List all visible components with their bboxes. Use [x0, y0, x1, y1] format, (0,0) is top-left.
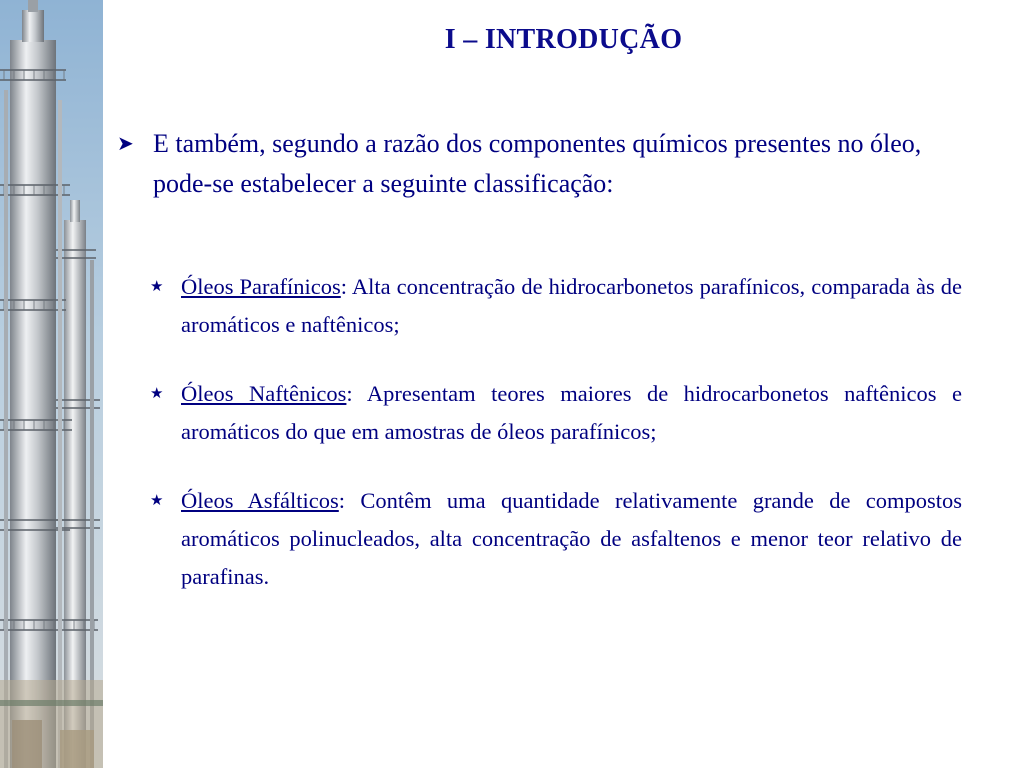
list-item [150, 482, 962, 596]
list-item-text [181, 375, 962, 451]
list-item [150, 268, 962, 344]
slide-title: I – INTRODUÇÃO [444, 24, 683, 55]
arrow-bullet-icon: ➤ [117, 133, 134, 155]
list-item-description: : Alta concentração de hidrocarbonetos parafínicos, comparada às de aromáticos e naftênicos; [181, 274, 962, 337]
list-item [150, 375, 962, 451]
star-bullet-icon: ★ [150, 386, 164, 402]
list-item-term: Óleos Parafínicos [181, 274, 341, 299]
list-item-description: : Apresentam teores maiores de hidrocarbonetos naftênicos e aromáticos do que em amostras de óleos parafínicos; [181, 381, 962, 444]
classification-list [150, 268, 962, 627]
list-item-description: : Contêm uma quantidade relativamente grande de compostos aromáticos polinucleados, alta concentração de asfaltenos e menor teor relativo de parafinas. [181, 488, 962, 589]
star-bullet-icon: ★ [150, 493, 164, 509]
list-item-term: Óleos Asfálticos [181, 488, 339, 513]
main-bullet [115, 124, 977, 204]
main-bullet-text: E também, segundo a razão dos componentes químicos presentes no óleo, pode-se estabelecer a seguinte classificação: [153, 129, 922, 198]
list-item-term: Óleos Naftênicos [181, 381, 347, 406]
star-bullet-icon: ★ [150, 279, 164, 295]
list-item-text [181, 268, 962, 344]
list-item-text [181, 482, 962, 596]
refinery-photo [0, 0, 103, 768]
